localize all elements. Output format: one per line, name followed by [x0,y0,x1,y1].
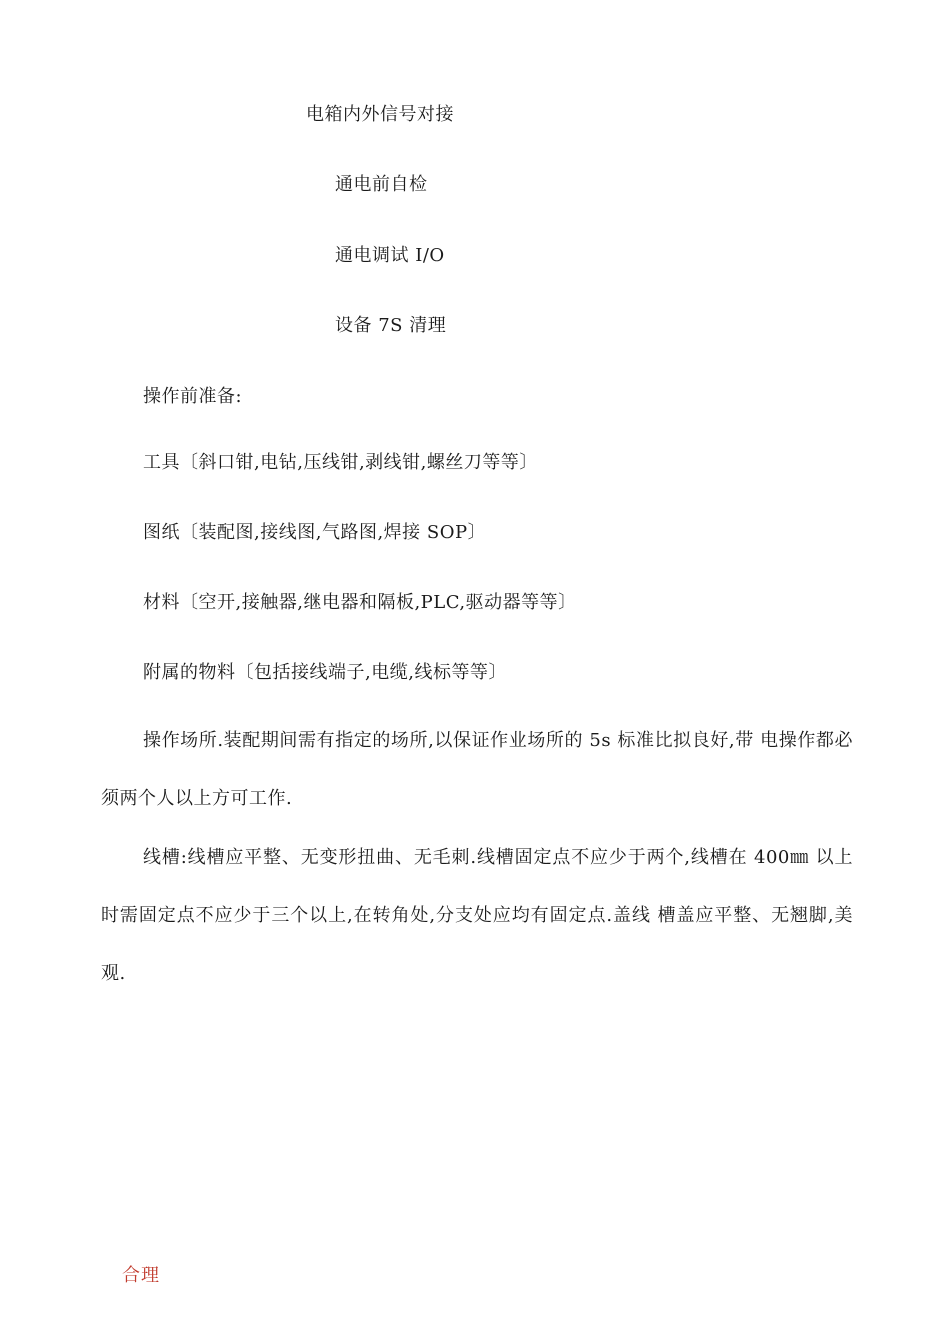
step-self-check: 通电前自检 [335,174,428,195]
step-io-debug: 通电调试 I/O [335,245,445,266]
prep-item-accessories: 附属的物料〔包括接线端子,电缆,线标等等〕 [143,662,507,683]
step-7s-cleanup: 设备 7S 清理 [335,315,447,336]
prep-item-materials: 材料〔空开,接触器,继电器和隔板,PLC,驱动器等等〕 [143,592,577,613]
prep-item-tools: 工具〔斜口钳,电钻,压线钳,剥线钳,螺丝刀等等〕 [143,452,538,473]
footer-mark: 合理 [122,1265,160,1286]
step-signal-docking: 电箱内外信号对接 [306,104,454,125]
prep-heading: 操作前准备: [143,386,243,407]
paragraph-trunking: 线槽:线槽应平整、无变形扭曲、无毛刺.线槽固定点不应少于两个,线槽在 400㎜ 以上时需固定点不应少于三个以上,在转角处,分支处应均有固定点.盖线 槽盖应平整、无翘脚,美观. [101,847,853,984]
paragraph-workplace: 操作场所.装配期间需有指定的场所,以保证作业场所的 5s 标准比拟良好,带 电操作都必须两个人以上方可工作. [101,730,853,809]
prep-item-drawings: 图纸〔装配图,接线图,气路图,焊接 SOP〕 [143,522,487,543]
